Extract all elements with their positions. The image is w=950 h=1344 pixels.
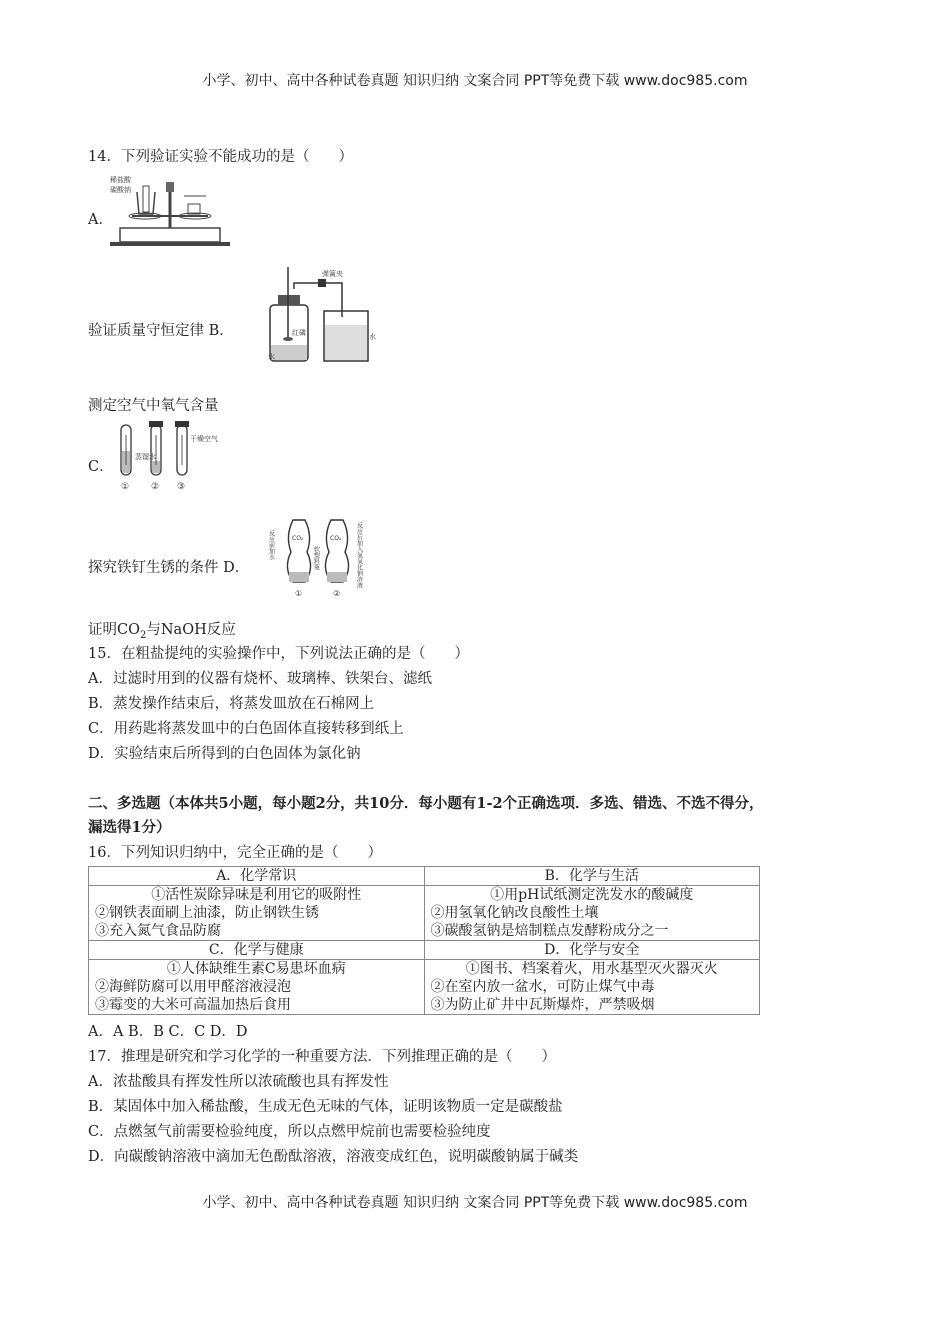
fig-a-label-acid: 稀盐酸 <box>110 176 131 184</box>
table-cell-b: ①用pH试纸测定洗发水的酸碱度 ②用氢氧化钠改良酸性土壤 ③碳酸氢钠是焙制糕点发酵粉成分之一 <box>424 886 760 941</box>
q17-option-a: A．浓盐酸具有挥发性所以浓硫酸也具有挥发性 <box>88 1074 389 1090</box>
page-footer: 小学、初中、高中各种试卷真题 知识归纳 文案合同 PPT等免费下载 www.doc985.com <box>202 1195 748 1211</box>
fig-c-num-3: ③ <box>177 482 186 492</box>
table-cell-a: ①活性炭除异味是利用它的吸附性 ②钢铁表面刷上油漆，防止钢铁生锈 ③充入氮气食品防腐 <box>89 886 425 941</box>
table-cell-d: ①图书、档案着火，用水基型灭火器灭火 ②在室内放一盆水，可防止煤气中毒 ③为防止矿井中瓦斯爆炸，严禁吸烟 <box>424 960 760 1015</box>
page-header: 小学、初中、高中各种试卷真题 知识归纳 文案合同 PPT等免费下载 www.doc985.com <box>202 73 748 89</box>
fig-b-label-phosphorus: 红磷 <box>292 329 306 337</box>
figure-b-oxygen <box>268 267 378 364</box>
table-head-d: D．化学与安全 <box>424 941 760 960</box>
table-cell-c: ①人体缺维生素C易患坏血病 ②海鲜防腐可以用甲醛溶液浸泡 ③霉变的大米可高温加热后食用 <box>89 960 425 1015</box>
section2-heading-line2: 漏选得1分） <box>88 819 171 836</box>
fig-c-num-1: ① <box>121 482 130 492</box>
q14-option-c-label: C． <box>88 459 114 475</box>
q17-option-b: B．某固体中加入稀盐酸，生成无色无味的气体，证明该物质一定是碳酸盐 <box>88 1099 563 1115</box>
q15-option-c: C．用药匙将蒸发皿中的白色固体直接转移到纸上 <box>88 721 404 737</box>
q14-caption-b: 测定空气中氧气含量 <box>88 398 219 414</box>
q15-option-b: B．蒸发操作结束后，将蒸发皿放在石棉网上 <box>88 696 375 712</box>
figure-c-tubes <box>113 421 218 493</box>
figure-a-balance <box>110 172 230 250</box>
q17-stem: 17．推理是研究和学习化学的一种重要方法．下列推理正确的是（ ） <box>88 1049 556 1065</box>
q15-option-a: A．过滤时用到的仪器有烧杯、玻璃棒、铁架台、滤纸 <box>88 671 432 687</box>
fig-d-co2-1: CO₂ <box>292 535 304 542</box>
fig-c-num-2: ② <box>151 482 160 492</box>
table-head-a: A．化学常识 <box>89 867 425 886</box>
fig-d-num-1: ① <box>295 589 303 598</box>
q17-option-d: D．向碳酸钠溶液中滴加无色酚酞溶液，溶液变成红色，说明碳酸钠属于碱类 <box>88 1149 579 1165</box>
fig-d-co2-2: CO₂ <box>330 535 342 542</box>
fig-a-label-carbonate: 碳酸钠 <box>110 186 131 194</box>
fig-c-label-water: 蒸馏水 <box>135 453 156 461</box>
q14-caption-a: 验证质量守恒定律 B． <box>88 323 234 339</box>
q14-option-a-label: A． <box>88 212 113 228</box>
figure-d-bottles <box>267 516 371 598</box>
table-head-b: B．化学与生活 <box>424 867 760 886</box>
fig-b-label-water2: 水 <box>369 333 376 341</box>
q14-stem: 14．下列验证实验不能成功的是（ ） <box>88 149 353 165</box>
fig-d-label-water: 反应前加水 <box>267 530 275 560</box>
q15-stem: 15．在粗盐提纯的实验操作中，下列说法正确的是（ ） <box>88 646 469 662</box>
q16-answers: A．A B．B C．C D．D <box>88 1024 248 1040</box>
q15-option-d: D．实验结束后所得到的白色固体为氯化钠 <box>88 746 361 762</box>
q16-knowledge-table <box>88 866 760 1015</box>
fig-d-label-bottle: 软塑料瓶 <box>312 546 320 570</box>
table-head-c: C．化学与健康 <box>89 941 425 960</box>
q16-stem: 16．下列知识归纳中，完全正确的是（ ） <box>88 845 382 861</box>
q17-option-c: C．点燃氢气前需要检验纯度，所以点燃甲烷前也需要检验纯度 <box>88 1124 491 1140</box>
fig-b-label-water1: 水 <box>268 353 275 361</box>
fig-d-num-2: ② <box>333 589 341 598</box>
q14-caption-c: 探究铁钉生锈的条件 D． <box>88 560 250 576</box>
q14-caption-d: 证明$CO_2$与NaOH反应 <box>88 622 236 641</box>
fig-c-label-dry-air: 干燥空气 <box>190 435 218 443</box>
section2-heading-line1: 二、多选题（本体共5小题，每小题2分，共10分．每小题有1-2个正确选项．多选、错选、不选不得分， <box>88 795 764 812</box>
fig-d-label-naoh: 反应后加入氢氧化钠溶液 <box>355 522 363 588</box>
fig-b-label-clamp: 弹簧夹 <box>322 270 343 278</box>
